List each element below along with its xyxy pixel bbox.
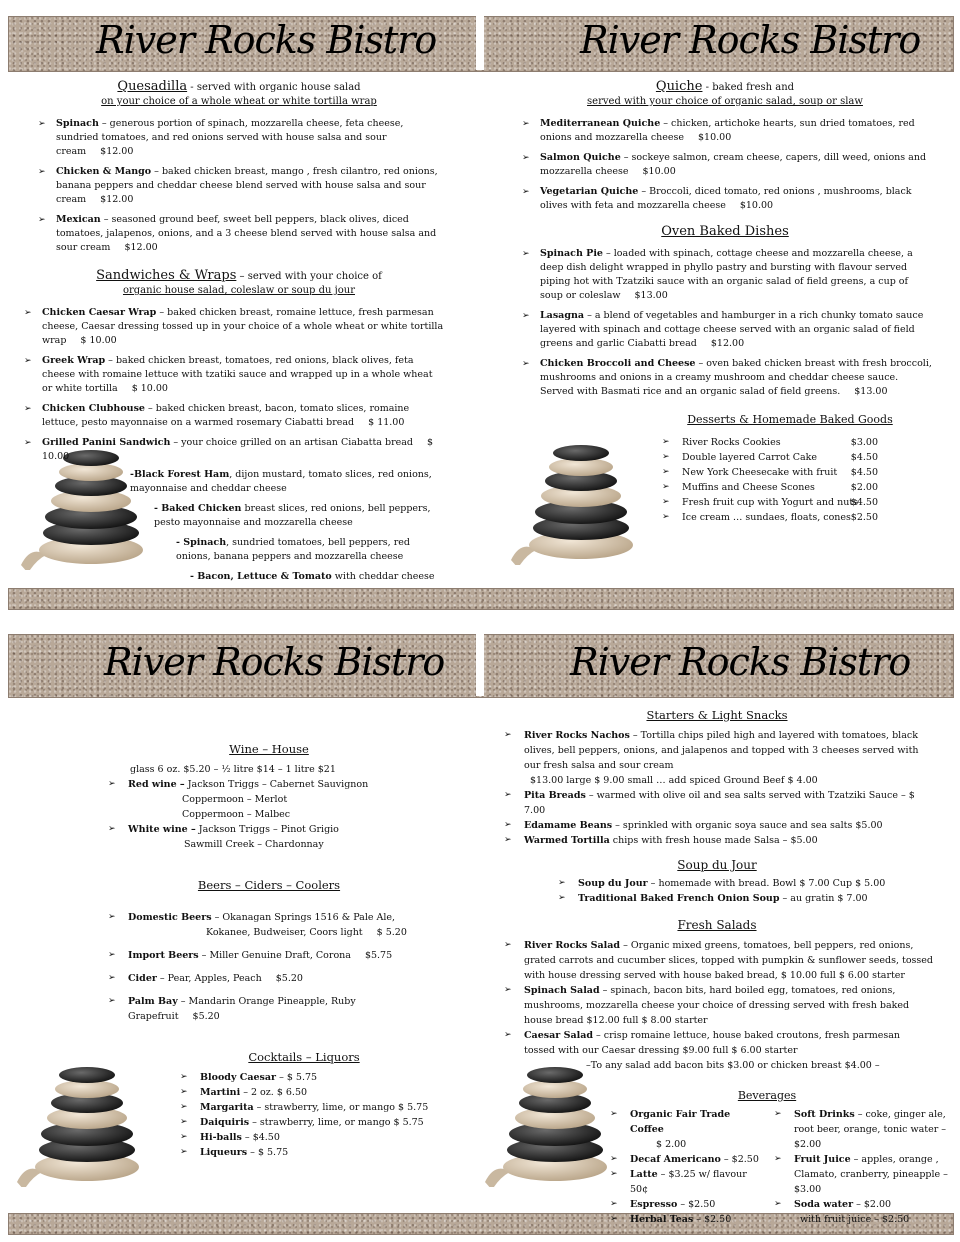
section-title: Oven Baked Dishes — [661, 224, 789, 239]
item-price: $2.50 — [850, 512, 878, 523]
quiche-list — [518, 117, 932, 213]
oven-list — [518, 247, 932, 399]
item-price: $ 11.00 — [368, 417, 405, 428]
section-title: Wine – House — [229, 742, 309, 756]
item-name: Liqueurs — [200, 1147, 248, 1158]
section-sub2: served with your choice of organic salad, soup or slaw — [587, 96, 863, 107]
item-name: Martini — [200, 1087, 241, 1098]
beers-heading — [104, 878, 434, 892]
arrow-icon: ➢ — [108, 973, 116, 983]
item-desc: – 2 oz. $ 6.50 — [240, 1087, 308, 1098]
item-desc: – strawberry, lime, or mango $ 5.75 — [253, 1102, 429, 1113]
arrow-icon: ➢ — [610, 1109, 618, 1119]
wine-name: Coppermoon – Merlot — [182, 794, 288, 805]
option-desc: breast slices, red onions, bell peppers, pesto mayonnaise and mozzarella cheese — [154, 503, 431, 528]
cocktails-heading — [174, 1050, 434, 1064]
item-name: Daiquiris — [200, 1117, 250, 1128]
bistro-title-4: River Rocks Bistro — [570, 640, 911, 684]
menu-item — [20, 436, 444, 464]
item-price: $10.00 — [739, 200, 774, 211]
red-wine — [104, 777, 434, 792]
item-name: Salmon Quiche — [540, 152, 621, 163]
dessert-item — [658, 435, 878, 450]
section-sub2: on your choice of a whole wheat or white tortilla wrap — [101, 96, 377, 107]
beverages-left — [606, 1107, 766, 1227]
section-title: Sandwiches & Wraps — [96, 268, 237, 283]
section-sub: – served with your choice of — [236, 271, 382, 282]
panel-quiche-oven-desserts — [518, 80, 932, 525]
wine-name: Coppermoon – Malbec — [182, 809, 291, 820]
item-price: $ 10.00 — [80, 335, 117, 346]
item-name: Palm Bay — [128, 996, 178, 1007]
item-name: Ice cream … sundaes, floats, cones — [682, 512, 851, 523]
arrow-icon: ➢ — [522, 187, 530, 197]
option-name: - Bacon, Lettuce & Tomato — [190, 571, 332, 582]
starters-list — [500, 728, 934, 848]
panel-starters-soup-salads — [500, 708, 948, 1225]
soup-heading — [500, 858, 934, 872]
section-title: Quiche — [655, 79, 703, 94]
menu-item — [20, 402, 444, 430]
section-title: Beers – Ciders – Coolers — [197, 878, 341, 892]
item-desc: – $4.50 — [241, 1132, 280, 1143]
option-name: - Baked Chicken — [154, 503, 242, 514]
panel-drinks — [104, 742, 434, 1160]
menu-item — [34, 213, 444, 255]
section-title: Beverages — [737, 1089, 797, 1102]
cocktail-item — [176, 1085, 434, 1100]
item-name: Spinach — [56, 118, 99, 129]
arrow-icon: ➢ — [180, 1132, 188, 1142]
item-price: $12.00 — [710, 338, 745, 349]
item-name: Lasagna — [540, 310, 585, 321]
arrow-icon: ➢ — [38, 119, 46, 129]
item-name: Mediterranean Quiche — [540, 118, 661, 129]
salads-heading — [500, 918, 934, 932]
beverage-item — [770, 1107, 950, 1122]
beverage-item — [606, 1167, 766, 1197]
arrow-icon: ➢ — [610, 1199, 618, 1209]
arrow-icon: ➢ — [610, 1169, 618, 1179]
arrow-icon: ➢ — [774, 1154, 782, 1164]
arrow-icon: ➢ — [180, 1147, 188, 1157]
arrow-icon: ➢ — [558, 893, 566, 903]
beverage-item — [770, 1197, 950, 1212]
footer-band-top — [8, 588, 954, 610]
item-desc: – baked chicken breast, bacon, tomato slices, romaine lettuce, pesto mayonnaise on a warmed rosemary Ciabatti bread — [42, 403, 410, 428]
item-name: Domestic Beers — [128, 912, 212, 923]
beer-item — [104, 948, 434, 963]
oven-heading — [518, 225, 932, 239]
dessert-item — [658, 495, 878, 510]
beverage-item — [606, 1152, 766, 1167]
item-name: Spinach Pie — [540, 248, 603, 259]
item-desc: – $3.25 w/ flavour 50¢ — [630, 1169, 747, 1195]
cocktail-item — [176, 1115, 434, 1130]
section-title: Cocktails – Liquors — [248, 1050, 360, 1064]
arrow-icon: ➢ — [108, 950, 116, 960]
item-price: $5.20 — [192, 1011, 220, 1022]
option-desc: , dijon mustard, tomato slices, red onions, mayonnaise and cheddar cheese — [130, 469, 432, 494]
item-desc: – baked chicken breast, romaine lettuce, fresh parmesan cheese, Caesar dressing tossed up in your choice of a whole wheat or white tortilla wrap — [42, 307, 444, 346]
item-desc: – sockeye salmon, cream cheese, capers, dill weed, onions and mozzarella cheese — [540, 152, 927, 177]
item-desc: – $ 5.75 — [247, 1147, 289, 1158]
soup-list — [554, 876, 934, 906]
nacho-prices: $13.00 large $ 9.00 small … add spiced Ground Beef $ 4.00 — [530, 775, 818, 786]
item-price: $13.00 — [854, 386, 888, 397]
salad-addon: –To any salad add bacon bits $3.00 or chicken breast $4.00 – — [586, 1060, 880, 1071]
panel-quesadilla-sandwiches — [24, 79, 444, 584]
arrow-icon: ➢ — [504, 985, 512, 995]
starter-item — [500, 788, 934, 818]
item-name: Pita Breads — [524, 790, 586, 801]
arrow-icon: ➢ — [180, 1087, 188, 1097]
item-name: Soup du Jour — [578, 878, 648, 889]
beverage-item — [606, 1197, 766, 1212]
item-price: $12.00 — [124, 242, 158, 253]
arrow-icon: ➢ — [774, 1109, 782, 1119]
option-desc: with cheddar cheese — [331, 571, 435, 582]
item-price: $3.00 — [850, 437, 878, 448]
item-name: Import Beers — [128, 950, 199, 961]
arrow-icon: ➢ — [558, 878, 566, 888]
starter-item — [500, 728, 934, 773]
menu-item — [518, 357, 932, 399]
arrow-icon: ➢ — [662, 452, 670, 462]
arrow-icon: ➢ — [610, 1214, 618, 1224]
arrow-icon: ➢ — [774, 1199, 782, 1209]
wine-label: Red wine – — [128, 779, 185, 790]
wine-name: Jackson Triggs – Pinot Grigio — [198, 824, 339, 835]
item-name: Bloody Caesar — [200, 1072, 277, 1083]
starters-heading — [500, 708, 934, 722]
item-name: Grilled Panini Sandwich — [42, 437, 171, 448]
beer-item — [104, 971, 434, 986]
item-desc: – seasoned ground beef, sweet bell peppers, black olives, diced tomatoes, jalapenos, onions, and a 3 cheese blend served with house salsa and sour cream — [56, 214, 437, 253]
item-desc: Clamato, cranberry, pineapple – $3.00 — [794, 1169, 948, 1195]
section-title: Fresh Salads — [677, 918, 757, 932]
menu-item — [20, 306, 444, 348]
item-desc: – generous portion of spinach, mozzarella cheese, feta cheese, sundried tomatoes, and red onions served with house salsa and sour cream — [56, 118, 404, 157]
quesadilla-heading — [34, 80, 444, 95]
wine-label: White wine – — [128, 824, 196, 835]
arrow-icon: ➢ — [504, 790, 512, 800]
menu-item — [518, 151, 932, 179]
item-price: $10.00 — [642, 166, 676, 177]
arrow-icon: ➢ — [38, 167, 46, 177]
option-name: - Spinach — [176, 537, 227, 548]
arrow-icon: ➢ — [522, 311, 530, 321]
item-name: Herbal Teas — [630, 1214, 694, 1225]
quesadilla-list — [34, 117, 444, 255]
arrow-icon: ➢ — [610, 1154, 618, 1164]
panini-option — [176, 536, 446, 564]
section-title: Quesadilla — [117, 79, 188, 94]
arrow-icon: ➢ — [180, 1072, 188, 1082]
item-desc: – spinach, bacon bits, hard boiled egg, tomatoes, red onions, mushrooms, mozzarella cheese your choice of dressing served with fresh baked house bread $12.00 full $ 8.00 starter — [524, 985, 910, 1026]
bistro-title-1: River Rocks Bistro — [96, 18, 437, 62]
sandwiches-list — [20, 306, 444, 464]
dessert-item — [658, 480, 878, 495]
arrow-icon: ➢ — [504, 835, 512, 845]
menu-item — [518, 247, 932, 303]
item-desc: – Pear, Apples, Peach — [156, 973, 262, 984]
arrow-icon: ➢ — [108, 996, 116, 1006]
beverage-item — [606, 1212, 766, 1227]
arrow-icon: ➢ — [522, 119, 530, 129]
section-sub2: organic house salad, coleslaw or soup du jour — [122, 285, 355, 296]
arrow-icon: ➢ — [522, 359, 530, 369]
item-price: $ 10.00 — [42, 437, 434, 462]
item-desc: – au gratin $ 7.00 — [779, 893, 868, 904]
item-price: $2.00 — [850, 482, 878, 493]
starter-item — [500, 818, 934, 833]
item-desc: – oven baked chicken breast with fresh broccoli, mushrooms and onions in a creamy mushroom and cheddar cheese sauce. Served with Basmati rice and an organic salad of field greens. — [540, 358, 932, 397]
salads-list — [500, 938, 934, 1073]
arrow-icon: ➢ — [108, 779, 116, 789]
item-name: Decaf Americano — [630, 1154, 721, 1165]
item-desc: – a blend of vegetables and hamburger in a rich chunky tomato sauce layered with spinach and cottage cheese served with an organic salad of field greens and garlic Ciabatti bread — [540, 310, 924, 349]
item-name: Latte — [630, 1169, 658, 1180]
panini-option — [130, 468, 440, 496]
item-name: Margarita — [200, 1102, 254, 1113]
item-name: Chicken Caesar Wrap — [42, 307, 157, 318]
salad-item — [500, 1028, 934, 1058]
item-name: Greek Wrap — [42, 355, 106, 366]
arrow-icon: ➢ — [522, 249, 530, 259]
item-desc: – $2.50 — [720, 1154, 759, 1165]
desserts-list — [658, 435, 878, 525]
wine-name: Sawmill Creek – Chardonnay — [184, 839, 324, 850]
beers-list — [104, 910, 434, 1024]
item-desc: – $2.50 — [677, 1199, 716, 1210]
arrow-icon: ➢ — [180, 1117, 188, 1127]
item-desc: – strawberry, lime, or mango $ 5.75 — [249, 1117, 424, 1128]
item-desc: – Broccoli, diced tomato, red onions , mushrooms, black olives with feta and mozzarella cheese — [540, 186, 912, 211]
item-name: Muffins and Cheese Scones — [682, 482, 815, 493]
item-desc: – $2.50 — [693, 1214, 732, 1225]
item-name: River Rocks Salad — [524, 940, 621, 951]
item-desc: – $ 5.75 — [276, 1072, 318, 1083]
item-desc: – warmed with olive oil and sea salts served with Tzatziki Sauce – $ 7.00 — [524, 790, 915, 816]
option-name: -Black Forest Ham — [130, 469, 230, 480]
item-name: Warmed Tortilla — [524, 835, 610, 846]
arrow-icon: ➢ — [662, 497, 670, 507]
menu-item — [34, 117, 444, 159]
desserts-heading — [648, 413, 932, 427]
item-name: Vegetarian Quiche — [540, 186, 639, 197]
section-title: Desserts & Homemade Baked Goods — [687, 413, 893, 426]
item-name: Fruit Juice — [794, 1154, 851, 1165]
arrow-icon: ➢ — [24, 438, 32, 448]
arrow-icon: ➢ — [24, 356, 32, 366]
salad-item — [500, 983, 934, 1028]
item-desc: – homemade with bread. Bowl $ 7.00 Cup $ 5.00 — [647, 878, 886, 889]
arrow-icon: ➢ — [662, 437, 670, 447]
item-name: Double layered Carrot Cake — [682, 452, 818, 463]
header-divider-top — [476, 16, 484, 70]
arrow-icon: ➢ — [522, 153, 530, 163]
section-title: Soup du Jour — [677, 858, 757, 872]
arrow-icon: ➢ — [504, 940, 512, 950]
item-desc: – baked chicken breast, tomatoes, red onions, black olives, feta cheese with romaine lettuce with tzatiki sauce and wrapped up in a whole wheat or white tortilla — [42, 355, 433, 394]
beverage-item — [606, 1107, 766, 1137]
item-price: $ 10.00 — [131, 383, 168, 394]
cocktail-item — [176, 1100, 434, 1115]
arrow-icon: ➢ — [38, 215, 46, 225]
arrow-icon: ➢ — [24, 404, 32, 414]
arrow-icon: ➢ — [662, 482, 670, 492]
item-price: $13.00 — [634, 290, 668, 301]
item-name: Chicken Broccoli and Cheese — [540, 358, 696, 369]
dessert-item — [658, 465, 878, 480]
menu-item — [20, 354, 444, 396]
item-name: Fresh fruit cup with Yogurt and nuts — [682, 497, 859, 508]
beverages-right — [770, 1107, 950, 1227]
item-name: Chicken Clubhouse — [42, 403, 145, 414]
item-desc: – apples, orange , — [850, 1154, 939, 1165]
item-desc: – your choice grilled on an artisan Ciabatta bread — [170, 437, 413, 448]
item-name: New York Cheesecake with fruit — [682, 467, 838, 478]
cocktail-item — [176, 1070, 434, 1085]
item-price: $12.00 — [100, 146, 134, 157]
arrow-icon: ➢ — [662, 512, 670, 522]
item-desc: – crisp romaine lettuce, house baked croutons, fresh parmesan tossed with our Caesar dressing $9.00 full $ 6.00 starter — [524, 1030, 901, 1056]
item-price: $ 5.20 — [376, 927, 407, 938]
menu-item — [34, 165, 444, 207]
menu-item — [518, 185, 932, 213]
item-price: $10.00 — [698, 132, 732, 143]
soup-item — [554, 876, 934, 891]
item-desc: – Tortilla chips piled high and layered with tomatoes, black olives, bell peppers, onions, and jalapenos and topped with 3 cheeses served with our fresh salsa and sour cream — [524, 730, 919, 771]
item-name: Espresso — [630, 1199, 678, 1210]
wine-glass-prices: glass 6 oz. $5.20 – ½ litre $14 – 1 litre $21 — [130, 764, 336, 775]
arrow-icon: ➢ — [24, 308, 32, 318]
item-desc: – coke, ginger ale, — [854, 1109, 946, 1120]
item-name: Chicken & Mango — [56, 166, 152, 177]
panini-option — [190, 570, 450, 584]
cocktail-item — [176, 1130, 434, 1145]
item-price: $4.50 — [850, 467, 878, 478]
dessert-item — [658, 510, 878, 525]
item-desc: – Miller Genuine Draft, Corona — [198, 950, 351, 961]
dessert-item — [658, 450, 878, 465]
arrow-icon: ➢ — [108, 912, 116, 922]
item-desc: – sprinkled with organic soya sauce and sea salts $5.00 — [612, 820, 883, 831]
arrow-icon: ➢ — [662, 467, 670, 477]
item-name: Spinach Salad — [524, 985, 600, 996]
arrow-icon: ➢ — [504, 820, 512, 830]
arrow-icon: ➢ — [504, 1030, 512, 1040]
sandwiches-heading — [34, 269, 444, 284]
item-name: River Rocks Cookies — [682, 437, 781, 448]
section-title: Starters & Light Snacks — [646, 708, 788, 722]
item-name: Traditional Baked French Onion Soup — [578, 893, 780, 904]
bistro-title-3: River Rocks Bistro — [104, 640, 445, 684]
beverages-list — [500, 1107, 948, 1225]
item-price: $5.75 — [364, 950, 393, 961]
item-desc: – $2.00 — [853, 1199, 892, 1210]
item-price: $4.50 — [850, 497, 878, 508]
item-desc: Kokanee, Budweiser, Coors light — [206, 927, 363, 938]
soup-item — [554, 891, 934, 906]
bistro-title-2: River Rocks Bistro — [580, 18, 921, 62]
salad-item — [500, 938, 934, 983]
item-price: $4.50 — [850, 452, 878, 463]
arrow-icon: ➢ — [180, 1102, 188, 1112]
section-sub: - served with organic house salad — [187, 82, 361, 93]
quiche-heading — [518, 80, 932, 95]
cocktail-item — [176, 1145, 434, 1160]
item-name: Mexican — [56, 214, 101, 225]
beer-item — [104, 910, 434, 925]
item-desc: – chicken, artichoke hearts, sun dried tomatoes, red onions and mozzarella cheese — [540, 118, 915, 143]
panini-option — [154, 502, 454, 530]
starter-item — [500, 833, 934, 848]
item-desc: root beer, orange, tonic water – $2.00 — [794, 1124, 947, 1150]
item-desc: chips with fresh house made Salsa – $5.00 — [609, 835, 818, 846]
item-desc: – Okanagan Springs 1516 & Pale Ale, — [211, 912, 396, 923]
section-sub: - baked fresh and — [702, 82, 795, 93]
item-desc: $ 2.00 — [656, 1139, 687, 1150]
item-desc: with fruit juice – $2.50 — [800, 1214, 910, 1225]
item-name: Soda water — [794, 1199, 854, 1210]
item-desc: – baked chicken breast, mango , fresh cilantro, red onions, banana peppers and cheddar cheese blend served with house salsa and sour cream — [56, 166, 438, 205]
menu-item — [518, 309, 932, 351]
beverage-item — [770, 1152, 950, 1167]
item-price: $12.00 — [100, 194, 134, 205]
item-price: $5.20 — [275, 973, 303, 984]
option-desc: , sundried tomatoes, bell peppers, red onions, banana peppers and mozzarella cheese — [176, 537, 410, 562]
item-name: Caesar Salad — [524, 1030, 594, 1041]
item-name: River Rocks Nachos — [524, 730, 630, 741]
item-name: Edamame Beans — [524, 820, 613, 831]
arrow-icon: ➢ — [108, 824, 116, 834]
item-desc: – loaded with spinach, cottage cheese and mozzarella cheese, a deep dish delight wrapped in phyllo pastry and bursting with flavour served piping hot with Tzatziki sauce with an organic salad of field greens, a cup of soup or coleslaw — [540, 248, 913, 301]
item-name: Hi-balls — [200, 1132, 242, 1143]
wine-heading — [104, 742, 434, 756]
item-name: Organic Fair Trade Coffee — [630, 1109, 731, 1135]
item-desc: – Organic mixed greens, tomatoes, bell peppers, red onions, grated carrots and cucumber slices, topped with pumpkin & sunflower seeds, tossed with house dressing served with house baked bread, $ 10.00 full $ 6.00 starter — [524, 940, 934, 981]
white-wine — [104, 822, 434, 837]
item-name: Cider — [128, 973, 157, 984]
item-desc: – Mandarin Orange Pineapple, Ruby Grapefruit — [128, 996, 356, 1022]
header-divider-bottom — [476, 634, 484, 696]
beer-item — [104, 994, 434, 1024]
menu-item — [518, 117, 932, 145]
arrow-icon: ➢ — [504, 730, 512, 740]
wine-name: Jackson Triggs – Cabernet Sauvignon — [187, 779, 369, 790]
cocktails-list — [176, 1070, 434, 1160]
beverages-heading — [600, 1089, 934, 1103]
item-name: Soft Drinks — [794, 1109, 855, 1120]
